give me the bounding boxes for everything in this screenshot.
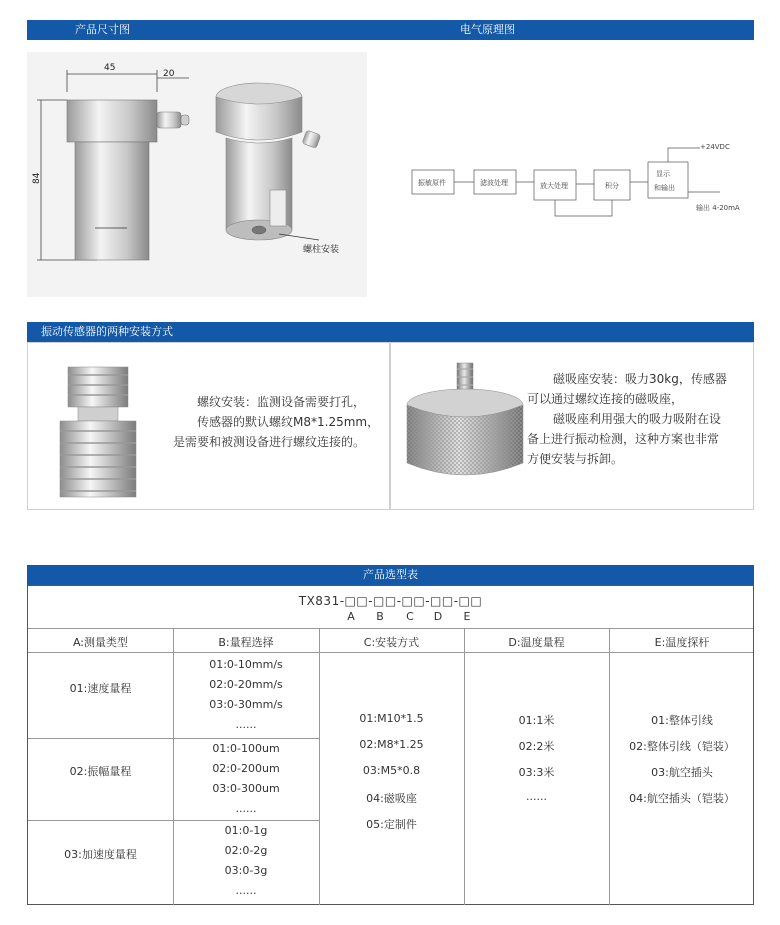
magnetic-base-image xyxy=(399,353,539,503)
letter-b: B xyxy=(376,610,384,623)
header-temp-probe: E:温度探杆 xyxy=(654,636,710,649)
install-item: 04:磁吸座 xyxy=(366,792,417,805)
range-group-acceleration xyxy=(173,824,319,900)
dimension-drawing-panel xyxy=(27,52,367,297)
range-item: 03:0-30mm/s xyxy=(209,698,283,711)
magnet-text-3: 磁吸座利用强大的吸力吸附在设 xyxy=(553,412,722,426)
range-item: 01:0-10mm/s xyxy=(209,658,283,671)
temp-probe-item: 03:航空插头 xyxy=(651,766,713,779)
range-item: 01:0-100um xyxy=(212,742,280,755)
block-filter-label: 滤波处理 xyxy=(480,179,508,187)
section-header-mounting xyxy=(27,322,754,342)
install-item: 03:M5*0.8 xyxy=(362,764,421,777)
header-range: B:量程选择 xyxy=(218,636,274,649)
range-group-displacement xyxy=(173,742,319,818)
thread-mount-card xyxy=(27,342,390,510)
letter-c: C xyxy=(406,610,414,623)
range-item: ...... xyxy=(235,718,257,731)
temp-probe-item: 04:航空插头（铠装） xyxy=(629,792,735,805)
model-code: TX831-□□-□□-□□-□□-□□ xyxy=(298,594,483,608)
range-item: 02:0-200um xyxy=(212,762,280,775)
output-label: 输出 4-20mA xyxy=(696,204,740,212)
block-sensor-label: 振敏原件 xyxy=(418,179,446,187)
magnet-mount-card xyxy=(390,342,754,510)
type-acceleration: 03:加速度量程 xyxy=(64,848,137,861)
stud-mount-label: 螺柱安装 xyxy=(303,245,340,255)
install-item: 02:M8*1.25 xyxy=(359,738,424,751)
thread-mount-description xyxy=(173,392,388,452)
stub-dim: 20 xyxy=(163,69,175,79)
magnet-text-1: 磁吸座安装：吸力30kg，传感器 xyxy=(553,372,727,386)
magnet-mount-description xyxy=(527,369,752,469)
thread-text-2: 传感器的默认螺纹M8*1.25mm， xyxy=(197,415,380,429)
install-item: 05:定制件 xyxy=(366,818,417,831)
svg-text:显示: 显示 xyxy=(656,170,670,178)
letter-d: D xyxy=(433,610,443,623)
supply-label: +24VDC xyxy=(700,143,730,151)
section-header-dimensions xyxy=(27,20,754,40)
range-item: 01:0-1g xyxy=(224,824,268,837)
letter-e: E xyxy=(463,610,471,623)
height-dim: 84 xyxy=(32,172,42,184)
temp-range-options xyxy=(464,712,609,816)
block-amplifier-label: 放大处理 xyxy=(540,182,568,190)
magnet-text-2: 可以通过螺纹连接的磁吸座， xyxy=(527,392,684,406)
letter-a: A xyxy=(347,610,355,623)
circuit-svg xyxy=(400,120,770,230)
dimension-title: 产品尺寸图 xyxy=(75,23,130,36)
type-velocity: 01:速度量程 xyxy=(69,682,132,695)
header-measure-type: A:测量类型 xyxy=(72,636,129,649)
install-options xyxy=(319,712,464,842)
temp-probe-options xyxy=(609,712,755,816)
mounting-title: 振动传感器的两种安装方式 xyxy=(41,325,173,338)
range-item: 03:0-3g xyxy=(224,864,268,877)
selection-title: 产品选型表 xyxy=(363,568,418,581)
temp-probe-item: 01:整体引线 xyxy=(651,714,713,727)
temp-probe-item: 02:整体引线（铠装） xyxy=(629,740,735,753)
range-item: ...... xyxy=(235,802,257,815)
width-dim: 45 xyxy=(104,63,116,73)
range-item: ...... xyxy=(235,884,257,897)
magnet-text-4: 备上进行振动检测，这种方案也非常 xyxy=(527,432,720,446)
type-displacement: 02:振幅量程 xyxy=(69,765,132,778)
circuit-title: 电气原理图 xyxy=(460,23,515,36)
selection-table xyxy=(27,585,754,905)
thread-text-1: 螺纹安装：监测设备需要打孔， xyxy=(197,395,366,409)
temp-range-item: 01:1米 xyxy=(518,714,555,727)
magnet-text-5: 方便安装与拆卸。 xyxy=(527,452,624,466)
temp-range-item: ...... xyxy=(526,790,547,803)
install-item: 01:M10*1.5 xyxy=(359,712,424,725)
range-item: 02:0-2g xyxy=(224,844,268,857)
range-item: 02:0-20mm/s xyxy=(209,678,283,691)
thread-text-3: 是需要和被测设备进行螺纹连接的。 xyxy=(173,435,366,449)
range-group-velocity xyxy=(173,658,319,734)
temp-range-item: 03:3米 xyxy=(518,766,555,779)
header-temp-range: D:温度量程 xyxy=(508,636,565,649)
temp-range-item: 02:2米 xyxy=(518,740,555,753)
range-item: 03:0-300um xyxy=(212,782,280,795)
threaded-stud-image xyxy=(48,347,158,507)
svg-text:和输出: 和输出 xyxy=(654,184,675,192)
block-integrator-label: 积分 xyxy=(605,182,619,190)
header-install: C:安装方式 xyxy=(363,636,420,649)
dimension-drawing xyxy=(27,52,367,297)
section-header-selection xyxy=(27,565,754,585)
circuit-diagram xyxy=(400,120,770,230)
